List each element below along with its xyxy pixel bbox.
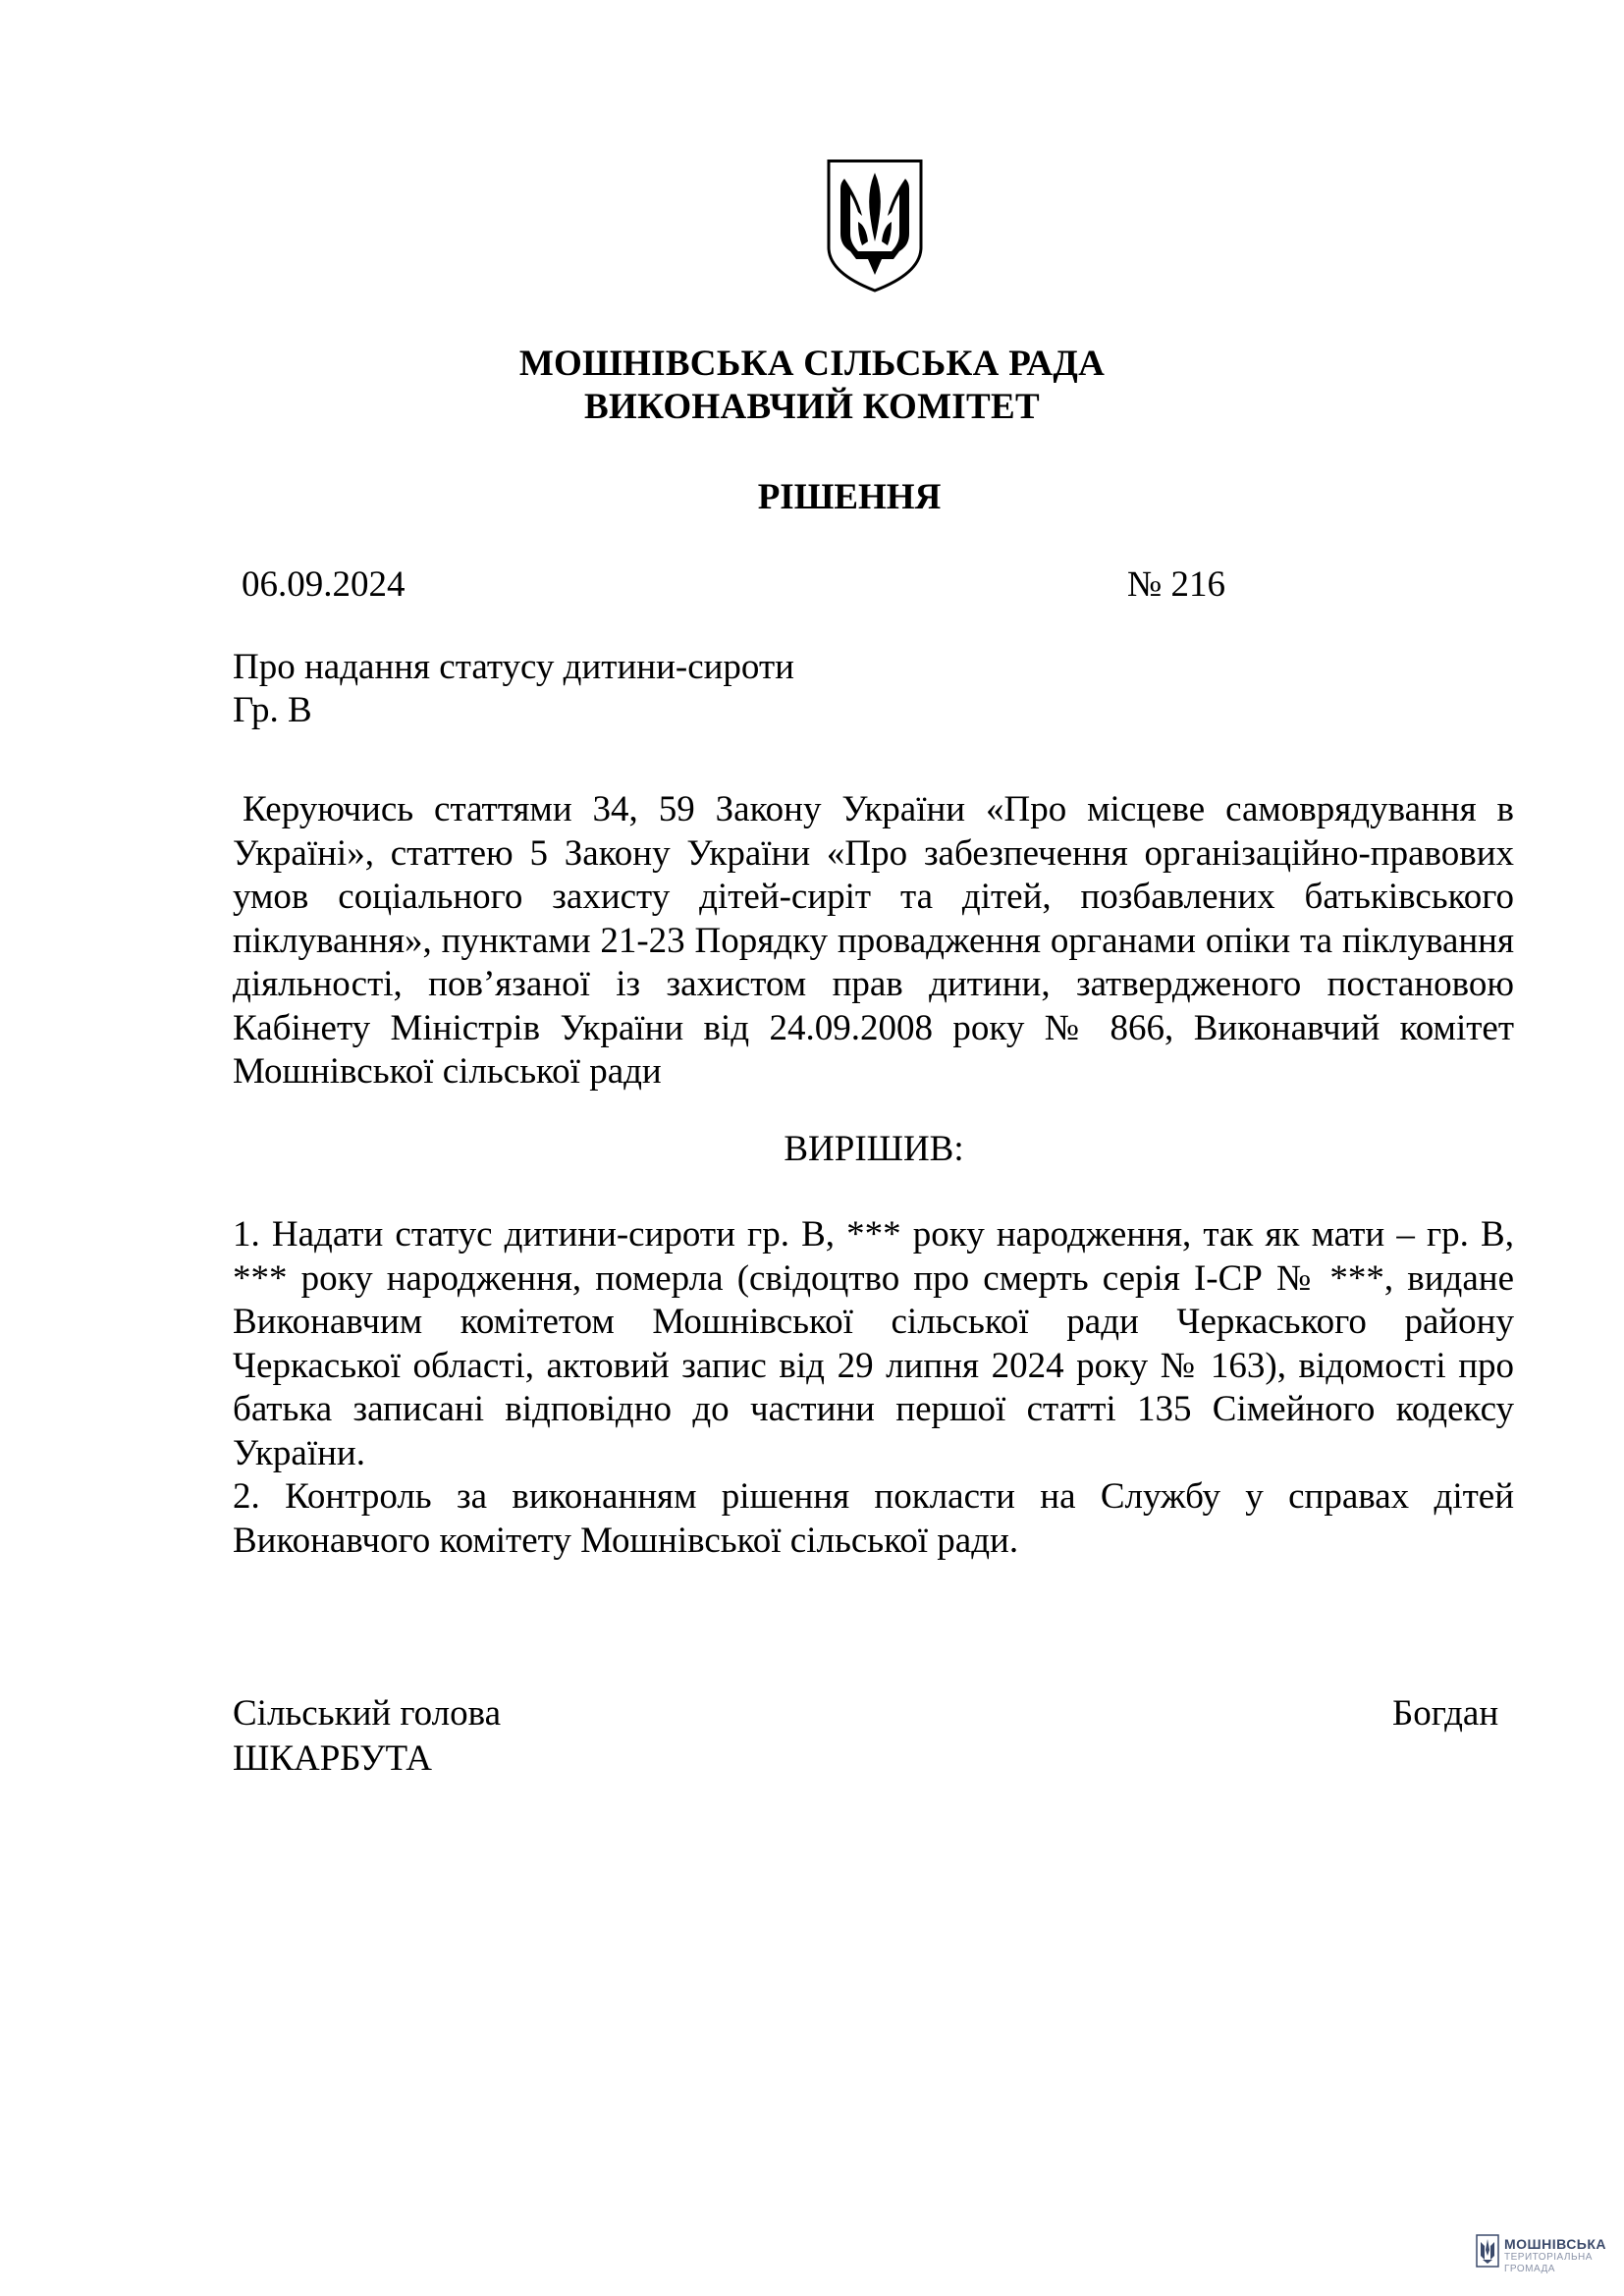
signatory-title: Сільський голова: [233, 1693, 502, 1734]
document-subject: [233, 646, 794, 732]
document-date: 06.09.2024: [242, 564, 406, 605]
organization-name: МОШНІВСЬКА СІЛЬСЬКА РАДА: [518, 344, 1106, 384]
watermark-subtitle: ГРОМАДА: [1504, 2264, 1555, 2274]
preamble-text: Керуючись статтями 34, 59 Закону України «Про місцеве самоврядування в Україні», статтею 5 Закону України «Про забезпечення організаційно-правових умов соціального захисту дітей-сиріт та дітей, позбавлених батьківського піклування», пунктами 21-23 Порядку провадження органами опіки та піклування діяльності, пов’язаної із захистом прав дитини, затвердженого постановою Кабінету Міністрів України від 24.09.2008 року № 866, Виконавчий комітет Мошнівської сільської ради: [233, 789, 1514, 1092]
watermark-title: МОШНІВСЬКА: [1504, 2236, 1607, 2252]
trident-emblem-icon: [823, 157, 927, 294]
community-watermark: [1476, 2230, 1613, 2279]
document-type: РІШЕННЯ: [757, 477, 942, 517]
signatory-last-name: ШКАРБУТА: [233, 1738, 432, 1779]
organization-subdivision: ВИКОНАВЧИЙ КОМІТЕТ: [584, 387, 1040, 427]
subject-line: Гр. В: [233, 690, 312, 730]
resolution-list: [233, 1213, 1514, 1563]
document-number: № 216: [1127, 564, 1226, 605]
watermark-subtitle: ТЕРИТОРІАЛЬНА: [1504, 2252, 1593, 2263]
decision-heading: ВИРІШИВ:: [784, 1129, 964, 1169]
preamble-paragraph: [233, 788, 1514, 1095]
subject-line: Про надання статусу дитини-сироти: [233, 647, 794, 687]
signatory-first-name: Богдан: [1392, 1693, 1499, 1734]
resolution-item: 1. Надати статус дитини-сироти гр. В, *** року народження, так як мати – гр. В, *** року народження, померла (свідоцтво про смерть серія І-СР № ***, видане Виконавчим комітетом Мошнівської сільської ради Черкаського району Черкаської області, актовий запис від 29 липня 2024 року № 163), відомості про батька записані відповідно до частини першої статті 135 Сімейного кодексу України.: [233, 1214, 1514, 1473]
community-logo-icon: [1476, 2234, 1499, 2268]
resolution-item: 2. Контроль за виконанням рішення покласти на Службу у справах дітей Виконавчого комітету Мошнівської сільської ради.: [233, 1476, 1514, 1561]
